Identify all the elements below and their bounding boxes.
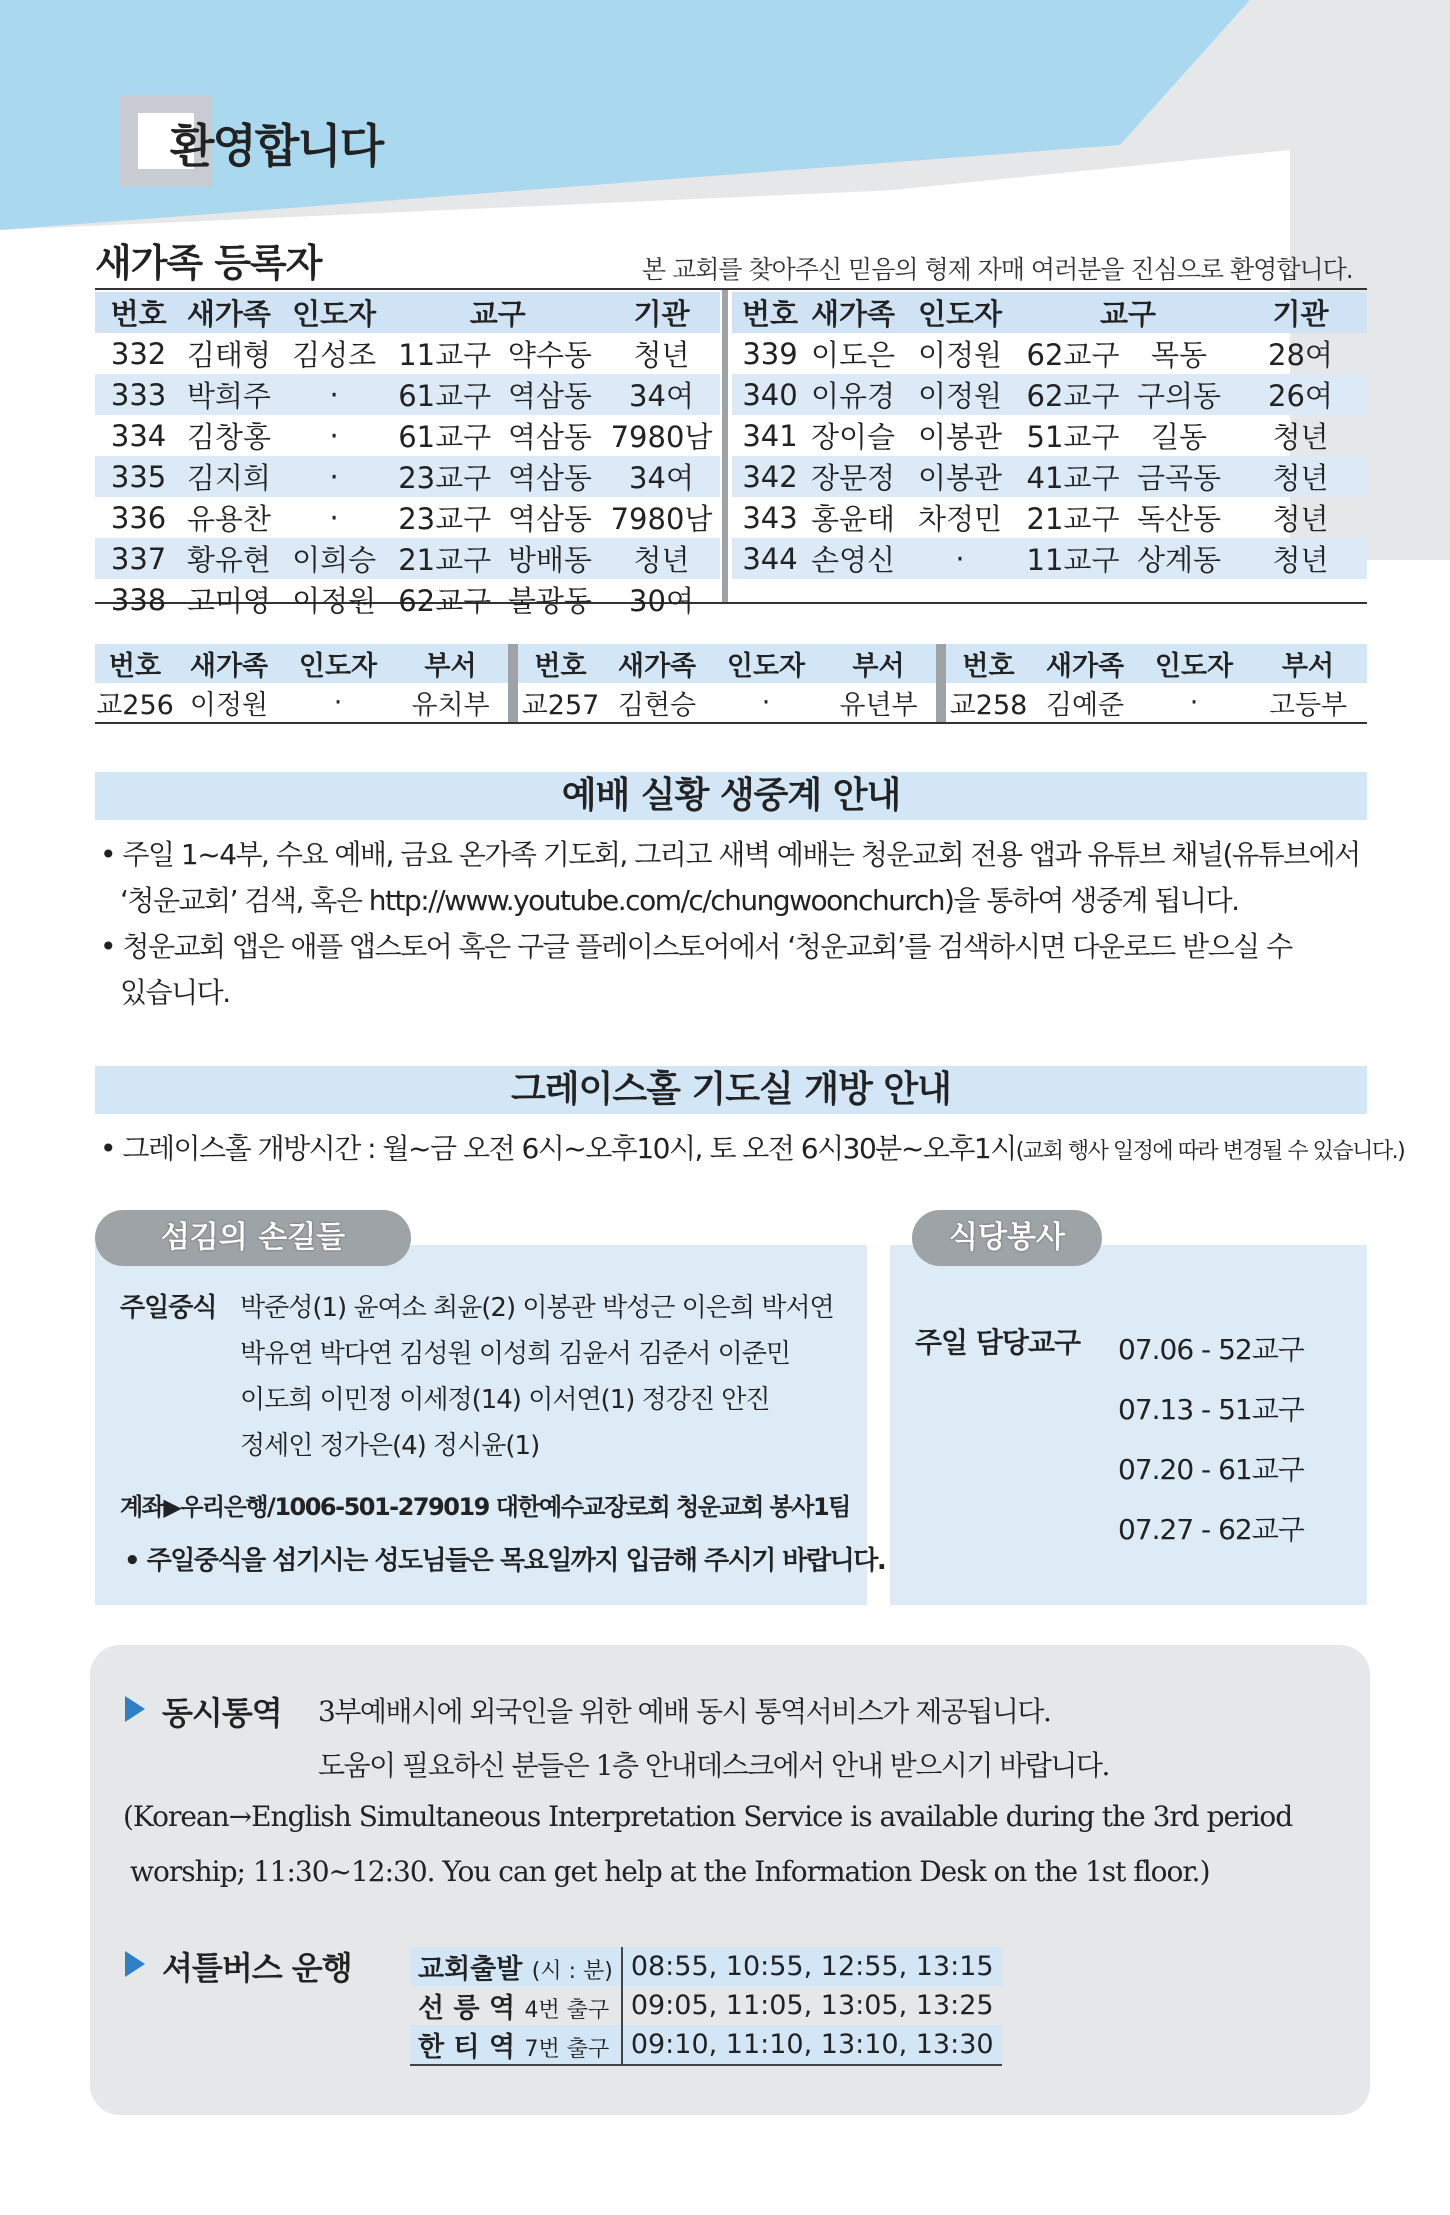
shuttle-stop-note: 4번 출구 xyxy=(524,1998,610,2023)
cell-area: 목동 xyxy=(1150,338,1208,372)
page-title: 환영합니다 xyxy=(170,119,383,173)
shuttle-stop xyxy=(410,1986,622,2025)
cell-newcomer: 장문정 xyxy=(808,456,898,497)
cell-area: 역삼동 xyxy=(497,374,603,415)
cell-newcomer: 유용찬 xyxy=(186,502,271,536)
table-divider xyxy=(508,683,518,723)
cell-group: 청년 xyxy=(1234,456,1367,497)
cell-group: 7980남 xyxy=(610,502,713,536)
table-row-empty xyxy=(732,579,1367,617)
cell-area: 역삼동 xyxy=(507,502,592,536)
table-row xyxy=(95,538,720,579)
cell-group: 26여 xyxy=(1234,374,1367,415)
col-header-number: 번호 xyxy=(741,297,799,331)
cell-newcomer: 이유경 xyxy=(808,374,898,415)
cell-guide: · xyxy=(329,418,339,453)
cell-guide: · xyxy=(276,456,393,497)
grace-note: (교회 행사 일정에 따라 변경될 수 있습니다.) xyxy=(1015,1139,1405,1164)
service-account: 계좌▶우리은행/1006-501-279019 대한예수교장로회 청운교회 봉사1팀 xyxy=(120,1493,850,1521)
cell-district: 23교구 xyxy=(398,502,492,536)
cafeteria-item: 07.13 - 51교구 xyxy=(1118,1393,1304,1426)
newcomers-table-right xyxy=(732,292,1367,617)
live-broadcast-text xyxy=(100,832,1370,1016)
col-header-newcomer: 새가족 xyxy=(186,297,271,331)
cell-newcomer: 박희주 xyxy=(182,374,276,415)
col-header-number: 번호 xyxy=(962,651,1015,682)
empty-cell xyxy=(1022,579,1124,617)
cell-number: 341 xyxy=(742,418,798,453)
cell-guide: 이정원 xyxy=(292,584,377,618)
cell-number: 343 xyxy=(742,500,798,535)
cell-guide: 이봉관 xyxy=(917,420,1003,454)
cell-group: 청년 xyxy=(603,538,720,579)
cell-guide: 이희승 xyxy=(276,538,393,579)
edu-number: 교256 xyxy=(96,690,174,721)
cell-district: 61교구 xyxy=(393,374,497,415)
col-header-number: 번호 xyxy=(110,297,167,331)
edu-number: 교258 xyxy=(949,690,1028,721)
table-row xyxy=(95,333,720,374)
table-divider xyxy=(936,683,946,723)
triangle-bullet-icon xyxy=(125,1951,145,1977)
edu-newcomers-table xyxy=(95,644,1367,724)
cafeteria-item: 07.06 - 52교구 xyxy=(1118,1333,1304,1366)
cell-district: 51교구 xyxy=(1026,420,1120,454)
cell-newcomer: 황유현 xyxy=(182,538,276,579)
table-row xyxy=(732,456,1367,497)
cafeteria-label: 주일 담당교구 xyxy=(915,1326,1081,1359)
edu-dept: 고등부 xyxy=(1268,690,1348,721)
cell-number: 332 xyxy=(110,336,167,371)
cell-newcomer: 김창홍 xyxy=(186,420,271,454)
table-divider xyxy=(936,644,946,683)
table-row xyxy=(95,456,720,497)
cell-newcomer: 장이슬 xyxy=(810,420,896,454)
service-label: 주일중식 xyxy=(120,1293,217,1323)
shuttle-stop-note: 7번 출구 xyxy=(524,2037,610,2062)
cell-area: 역삼동 xyxy=(497,456,603,497)
col-header-guide: 인도자 xyxy=(726,651,806,682)
cell-area: 역삼동 xyxy=(507,420,592,454)
cell-area: 금곡동 xyxy=(1124,456,1234,497)
col-header-newcomer: 새가족 xyxy=(810,297,896,331)
cell-district: 61교구 xyxy=(398,420,492,454)
cell-guide: 이정원 xyxy=(917,338,1003,372)
cell-district: 23교구 xyxy=(393,456,497,497)
cell-area: 구의동 xyxy=(1124,374,1234,415)
cell-district: 62교구 xyxy=(398,584,492,618)
shuttle-stop-name: 한 티 역 xyxy=(418,2032,516,2063)
table-row xyxy=(732,333,1367,374)
cell-number: 337 xyxy=(95,538,182,579)
cell-group: 34여 xyxy=(603,456,720,497)
cell-area: 독산동 xyxy=(1136,502,1222,536)
interp-english-2: worship; 11:30~12:30. You can get help at the Information Desk on the 1st floor.) xyxy=(130,1855,1210,1888)
table-row xyxy=(95,497,720,538)
cell-guide: · xyxy=(898,538,1022,579)
edu-dept: 유년부 xyxy=(839,690,918,721)
cell-group: 청년 xyxy=(1234,538,1367,579)
table-row xyxy=(95,579,720,620)
cell-newcomer: 손영신 xyxy=(808,538,898,579)
grace-hall-title: 그레이스홀 기도실 개방 안내 xyxy=(95,1066,1367,1114)
cell-district: 11교구 xyxy=(398,338,492,372)
cafeteria-title: 식당봉사 xyxy=(912,1210,1102,1266)
shuttle-stop-note: (시 : 분) xyxy=(531,1959,613,1984)
cell-group: 청년 xyxy=(633,338,690,372)
col-header-guide: 인도자 xyxy=(292,297,377,331)
table-divider xyxy=(508,644,518,683)
newcomers-title: 새가족 등록자 xyxy=(95,241,322,285)
cell-number: 342 xyxy=(732,456,808,497)
col-header-group: 기관 xyxy=(1272,297,1329,331)
interp-line-1: 3부예배시에 외국인을 위한 예배 동시 통역서비스가 제공됩니다. xyxy=(318,1695,1051,1728)
shuttle-stop xyxy=(410,1947,622,1986)
cell-newcomer: 이도은 xyxy=(810,338,896,372)
table-row xyxy=(732,538,1367,579)
cell-group: 7980남 xyxy=(610,420,713,454)
live-line-4: 있습니다. xyxy=(120,976,230,1009)
service-names-line: 박유연 박다연 김성원 이성희 김윤서 김준서 이준민 xyxy=(240,1339,791,1369)
live-line-3: • 청운교회 앱은 애플 앱스토어 혹은 구글 플레이스토어에서 ‘청운교회’를 검색하시면 다운로드 받으실 수 xyxy=(100,930,1292,963)
cell-area: 불광동 xyxy=(507,584,592,618)
col-header-dept: 부서 xyxy=(1281,651,1335,682)
grace-hall-text xyxy=(100,1126,1405,1175)
table-row xyxy=(732,497,1367,538)
edu-guide: · xyxy=(761,687,771,718)
shuttle-times: 09:10, 11:10, 13:10, 13:30 xyxy=(622,2025,1002,2065)
live-line-2: ‘청운교회’ 검색, 혹은 http://www.youtube.com/c/chungwoonchurch)을 통하여 생중계 됩니다. xyxy=(120,884,1239,917)
service-note: • 주일중식을 섬기시는 성도님들은 목요일까지 입금해 주시기 바랍니다. xyxy=(124,1546,886,1576)
interp-english-1: (Korean→English Simultaneous Interpretation Service is available during the 3rd period xyxy=(123,1800,1293,1833)
empty-cell xyxy=(808,579,898,617)
cell-guide: · xyxy=(276,374,393,415)
shuttle-table xyxy=(410,1947,1002,2066)
edu-newcomer: 이정원 xyxy=(189,690,269,721)
col-header-guide: 인도자 xyxy=(917,297,1003,331)
live-line-1: • 주일 1~4부, 수요 예배, 금요 온가족 기도회, 그리고 새벽 예배는 청운교회 전용 앱과 유튜브 채널(유튜브에서 xyxy=(100,838,1360,871)
cell-number: 334 xyxy=(110,418,167,453)
service-title: 섬김의 손길들 xyxy=(95,1210,411,1266)
table-row xyxy=(95,374,720,415)
newcomers-table-left xyxy=(95,292,720,620)
col-header-dept: 부서 xyxy=(852,651,905,682)
empty-cell xyxy=(898,579,1022,617)
cell-number: 336 xyxy=(110,500,167,535)
col-header-number: 번호 xyxy=(108,651,162,682)
edu-newcomer: 김예준 xyxy=(1045,690,1125,721)
edu-number: 교257 xyxy=(521,690,600,721)
cell-guide: · xyxy=(329,500,339,535)
cell-area: 방배동 xyxy=(497,538,603,579)
col-header-district: 교구 xyxy=(1099,297,1157,331)
shuttle-times: 08:55, 10:55, 12:55, 13:15 xyxy=(622,1947,1002,1986)
shuttle-stop xyxy=(410,2025,622,2065)
edu-guide: · xyxy=(1189,687,1199,718)
table-row xyxy=(732,415,1367,456)
cell-guide: 이봉관 xyxy=(898,456,1022,497)
shuttle-stop-name: 선 릉 역 xyxy=(418,1993,516,2024)
cell-newcomer: 홍윤태 xyxy=(810,502,896,536)
cell-district: 41교구 xyxy=(1022,456,1124,497)
cell-district: 62교구 xyxy=(1026,338,1120,372)
col-header-district: 교구 xyxy=(469,297,526,331)
shuttle-stop-name: 교회출발 xyxy=(418,1954,523,1985)
cell-group: 청년 xyxy=(1272,502,1329,536)
col-header-guide: 인도자 xyxy=(1154,651,1234,682)
col-header-guide: 인도자 xyxy=(298,651,378,682)
service-names-line: 이도희 이민정 이세정(14) 이서연(1) 정강진 안진 xyxy=(240,1385,770,1415)
cell-group: 30여 xyxy=(629,584,694,618)
cell-newcomer: 김태형 xyxy=(186,338,271,372)
cafeteria-schedule xyxy=(1118,1320,1304,1560)
table-row xyxy=(95,415,720,456)
table-top-rule xyxy=(95,288,1367,290)
table-divider xyxy=(722,290,728,602)
cell-newcomer: 고미영 xyxy=(186,584,271,618)
cell-district: 11교구 xyxy=(1022,538,1124,579)
col-header-newcomer: 새가족 xyxy=(617,651,697,682)
cell-area: 상계동 xyxy=(1124,538,1234,579)
triangle-bullet-icon xyxy=(125,1696,145,1722)
live-broadcast-title: 예배 실황 생중계 안내 xyxy=(95,772,1367,820)
col-header-group: 기관 xyxy=(633,297,690,331)
col-header-number: 번호 xyxy=(534,651,587,682)
col-header-dept: 부서 xyxy=(424,651,477,682)
cell-number: 338 xyxy=(110,582,167,617)
cell-district: 21교구 xyxy=(393,538,497,579)
cell-number: 340 xyxy=(732,374,808,415)
cell-area: 길동 xyxy=(1150,420,1208,454)
empty-cell xyxy=(732,579,808,617)
cafeteria-item: 07.27 - 62교구 xyxy=(1118,1513,1304,1546)
cell-number: 333 xyxy=(95,374,182,415)
cell-district: 62교구 xyxy=(1022,374,1124,415)
empty-cell xyxy=(1124,579,1234,617)
service-names xyxy=(240,1285,850,1469)
cell-guide: 김성조 xyxy=(292,338,377,372)
cell-number: 344 xyxy=(732,538,808,579)
cell-district: 21교구 xyxy=(1026,502,1120,536)
shuttle-label: 셔틀버스 운행 xyxy=(162,1949,352,1987)
cafeteria-item: 07.20 - 61교구 xyxy=(1118,1453,1304,1486)
cell-newcomer: 김지희 xyxy=(182,456,276,497)
service-names-line: 정세인 정가은(4) 정시윤(1) xyxy=(240,1431,540,1461)
edu-newcomer: 김현승 xyxy=(617,690,697,721)
table-row xyxy=(732,374,1367,415)
edu-dept: 유치부 xyxy=(411,690,490,721)
shuttle-times: 09:05, 11:05, 13:05, 13:25 xyxy=(630,1990,994,2021)
cell-group: 청년 xyxy=(1272,420,1329,454)
cell-guide: 차정민 xyxy=(917,502,1003,536)
service-names-line: 박준성(1) 윤여소 최윤(2) 이봉관 박성근 이은희 박서연 xyxy=(240,1293,834,1323)
cell-guide: 이정원 xyxy=(898,374,1022,415)
col-header-newcomer: 새가족 xyxy=(1045,651,1125,682)
grace-hours: • 그레이스홀 개방시간 : 월~금 오전 6시~오후10시, 토 오전 6시30분~오후1시 xyxy=(100,1132,1016,1165)
empty-cell xyxy=(1234,579,1367,617)
cell-group: 28여 xyxy=(1268,338,1333,372)
interp-label: 동시통역 xyxy=(162,1694,282,1732)
cell-group: 34여 xyxy=(603,374,720,415)
cell-number: 335 xyxy=(95,456,182,497)
interp-line-2: 도움이 필요하신 분들은 1층 안내데스크에서 안내 받으시기 바랍니다. xyxy=(318,1749,1109,1782)
welcome-message: 본 교회를 찾아주신 믿음의 형제 자매 여러분을 진심으로 환영합니다. xyxy=(642,255,1353,284)
col-header-newcomer: 새가족 xyxy=(189,651,269,682)
edu-guide: · xyxy=(333,687,343,718)
cell-number: 339 xyxy=(742,336,798,371)
cell-area: 약수동 xyxy=(507,338,592,372)
